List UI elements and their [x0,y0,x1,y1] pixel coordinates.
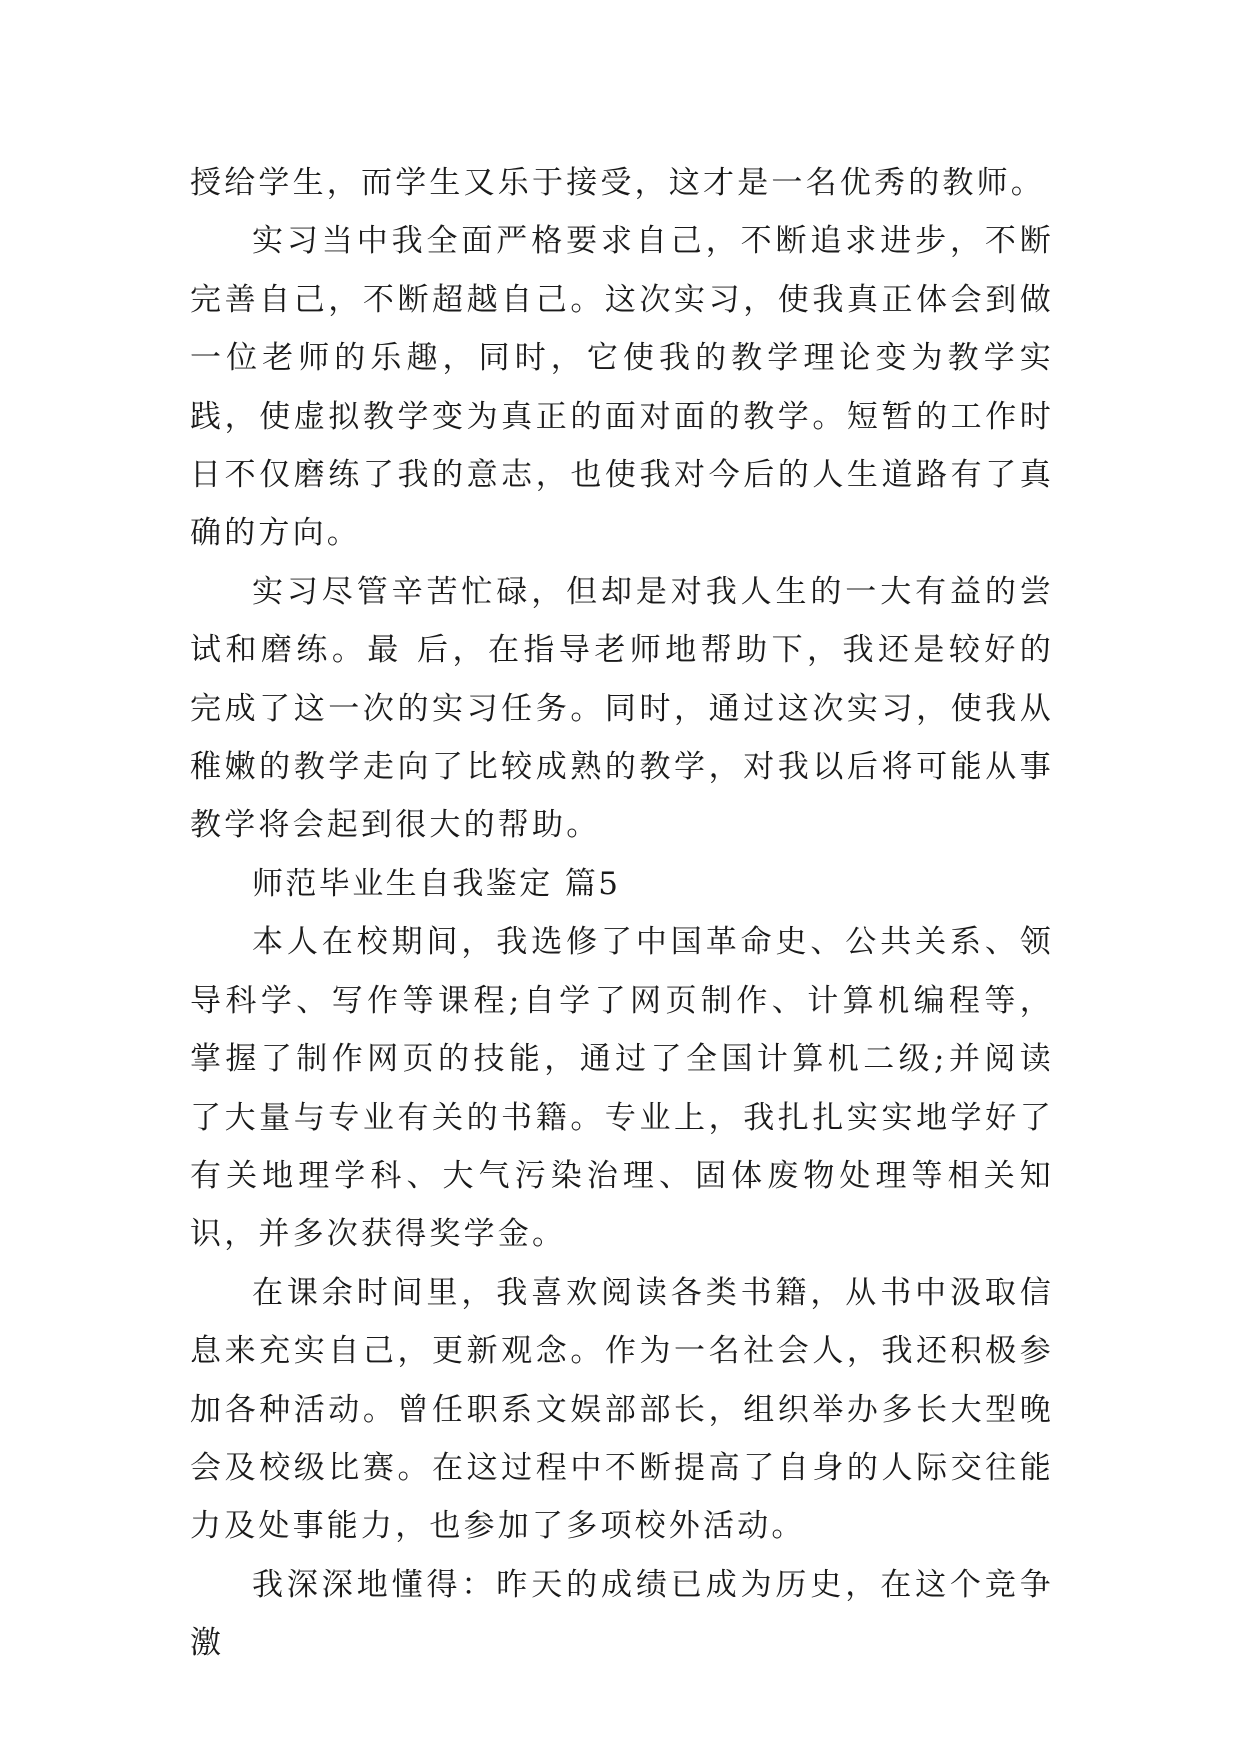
paragraph-internship-summary: 实习尽管辛苦忙碌，但却是对我人生的一大有益的尝试和磨练。最 后，在指导老师地帮助下，我还是较好的完成了这一次的实习任务。同时，通过这次实习，使我从稚嫩的教学走向了比较成熟的教学，对我以后将可能从事教学将会起到很大的帮助。 [190,573,1054,844]
paragraph-closing: 我深深地懂得：昨天的成绩已成为历史，在这个竞争激 [190,1566,1054,1662]
paragraph-courses: 本人在校期间，我选修了中国革命史、公共关系、领导科学、写作等课程;自学了网页制作、计算机编程等，掌握了制作网页的技能，通过了全国计算机二级;并阅读了大量与专业有关的书籍。专业上，我扎扎实实地学好了有关地理学科、大气污染治理、固体废物处理等相关知识，并多次获得奖学金。 [190,924,1054,1253]
paragraph-internship-requirements: 实习当中我全面严格要求自己，不断追求进步，不断完善自己，不断超越自己。这次实习，使我真正体会到做一位老师的乐趣，同时，它使我的教学理论变为教学实践，使虚拟教学变为真正的面对面的教学。短暂的工作时日不仅磨练了我的意志，也使我对今后的人生道路有了真确的方向。 [190,223,1054,552]
document-body [190,154,1054,1673]
section-heading: 师范毕业生自我鉴定 篇5 [252,865,621,902]
paragraph-activities: 在课余时间里，我喜欢阅读各类书籍，从书中汲取信息来充实自己，更新观念。作为一名社会人，我还积极参加各种活动。曾任职系文娱部部长，组织举办多长大型晚会及校级比赛。在这过程中不断提高了自身的人际交往能力及处事能力，也参加了多项校外活动。 [190,1274,1054,1545]
paragraph-continuation: 授给学生，而学生又乐于接受，这才是一名优秀的教师。 [190,165,1045,201]
